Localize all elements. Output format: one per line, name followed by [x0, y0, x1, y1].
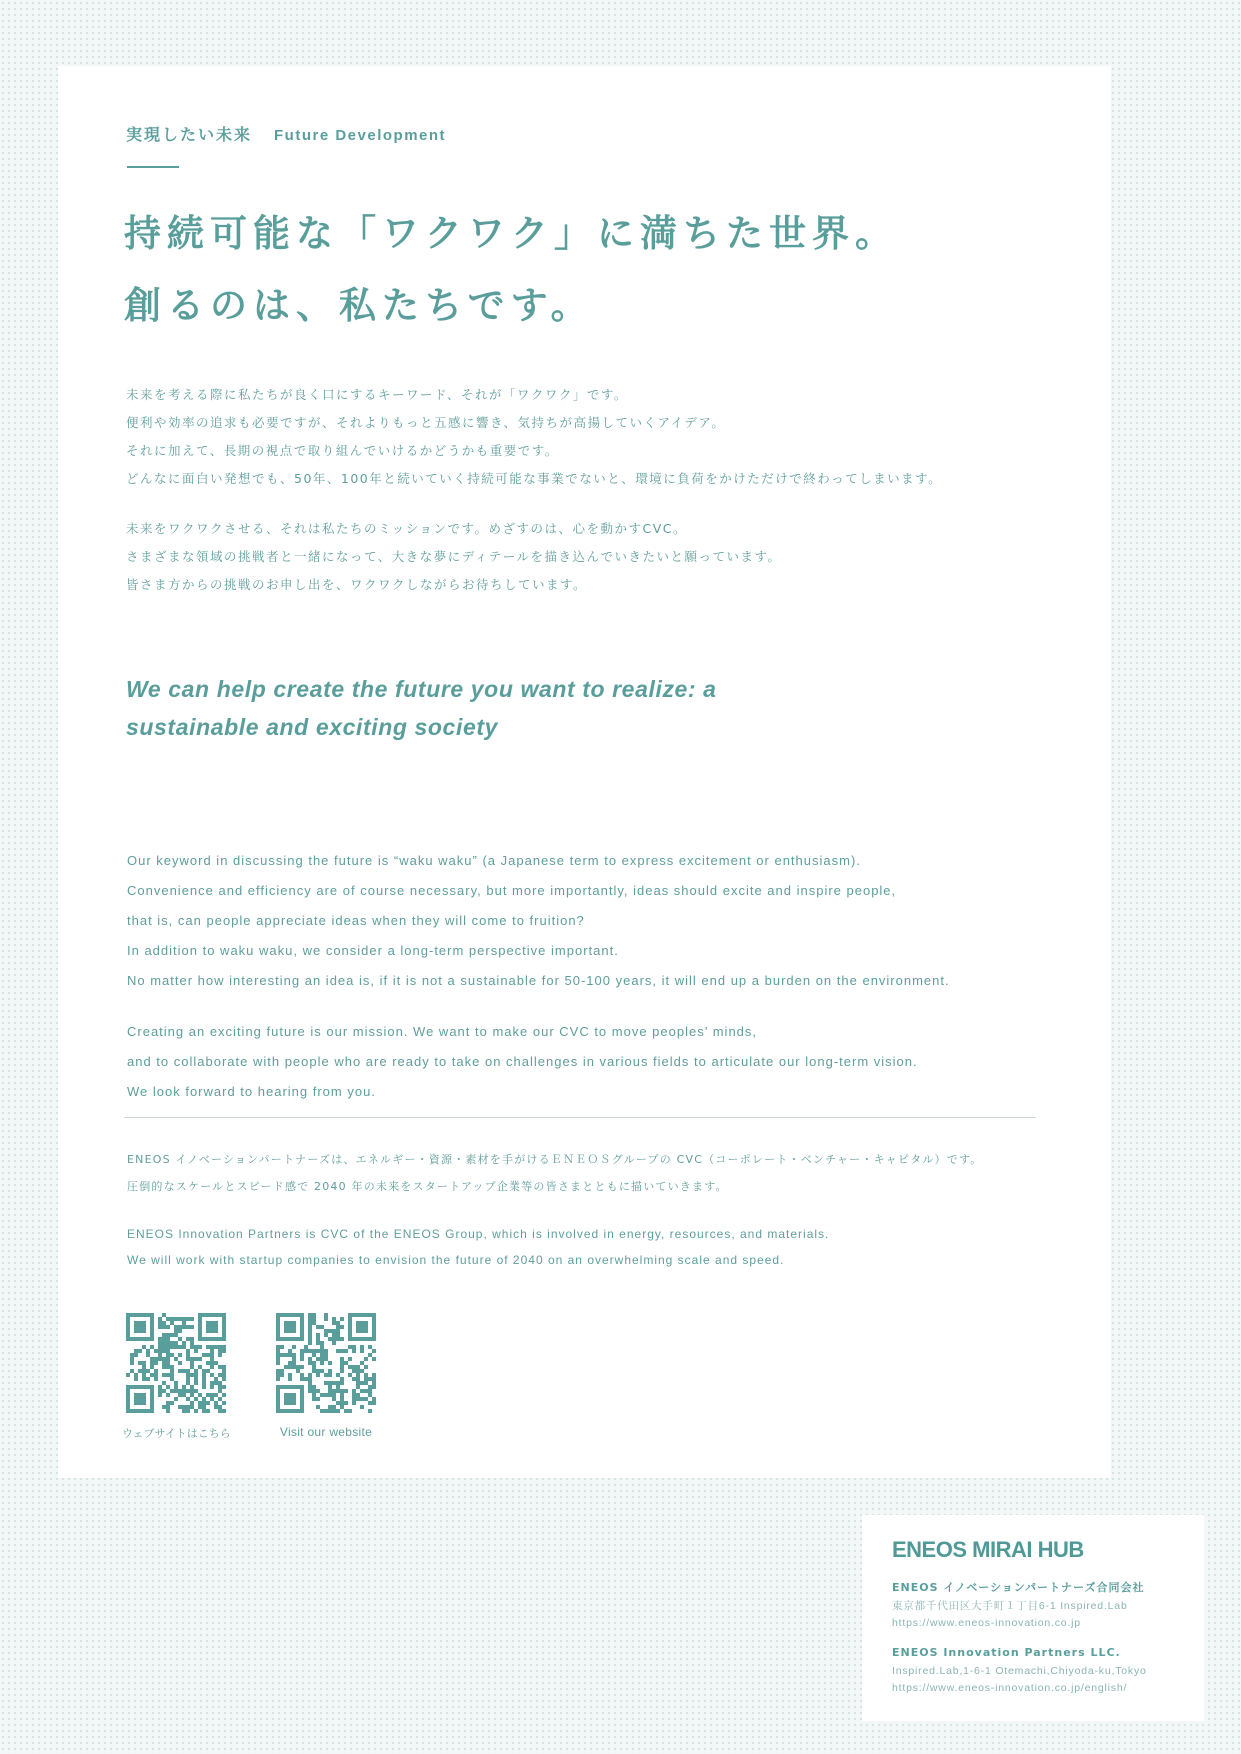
company-name-en: ENEOS Innovation Partners LLC.: [892, 1646, 1121, 1659]
english-headline: [126, 670, 717, 746]
body-line: 便利や効率の追求も必要ですが、それよりもっと五感に響き、気持ちが高揚していくアイデア。: [126, 415, 726, 430]
body-line: 皆さま方からの挑戦のお申し出を、ワクワクしながらお待ちしています。: [126, 577, 588, 592]
section-label-en: Future Development: [274, 127, 447, 144]
company-address-jp: 東京都千代田区大手町１丁目6-1 Inspired.Lab: [892, 1600, 1128, 1612]
body-line: No matter how interesting an idea is, if it is not a sustainable for 50-100 years, it will end up a burden on the environment.: [127, 973, 950, 988]
about-english: [127, 1221, 829, 1273]
body-line: that is, can people appreciate ideas when they will come to fruition?: [127, 913, 585, 928]
qr-code-icon[interactable]: [276, 1313, 376, 1413]
company-name-jp: ENEOS イノベーションパートナーズ合同会社: [892, 1581, 1145, 1594]
about-japanese: [127, 1146, 983, 1200]
japanese-paragraph-1: [126, 381, 942, 493]
company-address-en: Inspired.Lab,1-6-1 Otemachi,Chiyoda-ku,Tokyo: [892, 1665, 1147, 1677]
company-en: [892, 1643, 1147, 1697]
company-url-en[interactable]: https://www.eneos-innovation.co.jp/english/: [892, 1682, 1128, 1694]
section-label-underline: [127, 166, 179, 168]
about-line: ENEOS Innovation Partners is CVC of the ENEOS Group, which is involved in energy, resources, and materials.: [127, 1227, 830, 1241]
page-headline: [124, 198, 898, 342]
qr-website-jp[interactable]: [122, 1313, 231, 1441]
body-line: それに加えて、長期の視点で取り組んでいけるかどうかも重要です。: [126, 443, 559, 458]
body-line: Creating an exciting future is our mission. We want to make our CVC to move peoples’ minds,: [127, 1024, 758, 1039]
body-line: 未来をワクワクさせる、それは私たちのミッションです。めざすのは、心を動かすCVC。: [126, 521, 688, 536]
qr-code-icon[interactable]: [126, 1313, 226, 1413]
headline-line-2: 創るのは、私たちです。: [124, 284, 594, 327]
section-label-jp: 実現したい未来: [126, 125, 253, 144]
company-jp: [892, 1578, 1144, 1632]
english-headline-line-2: sustainable and exciting society: [126, 714, 498, 740]
english-body: [127, 846, 950, 1128]
qr-website-en[interactable]: [276, 1313, 376, 1439]
japanese-body: [126, 381, 942, 621]
body-line: どんなに面白い発想でも、50年、100年と続いていく持続可能な事業でないと、環境に負荷をかけただけで終わってしまいます。: [126, 471, 943, 486]
body-line: We look forward to hearing from you.: [127, 1084, 376, 1099]
qr-caption-jp: ウェブサイトはこちら: [122, 1427, 231, 1440]
qr-caption-en: Visit our website: [279, 1425, 373, 1439]
english-headline-line-1: We can help create the future you want to realize: a: [126, 676, 717, 702]
eneos-mirai-hub-logo: ENEOS MIRAI HUB: [892, 1537, 1084, 1562]
body-line: さまざまな領域の挑戦者と一緒になって、大きな夢にディテールを描き込んでいきたいと願っています。: [126, 549, 782, 564]
content-card: [58, 66, 1111, 1478]
about-line: We will work with startup companies to envision the future of 2040 on an overwhelming scale and speed.: [127, 1253, 785, 1267]
body-line: Convenience and efficiency are of course necessary, but more importantly, ideas should excite and inspire people,: [127, 883, 897, 898]
company-url-jp[interactable]: https://www.eneos-innovation.co.jp: [892, 1617, 1081, 1629]
about-line: 圧倒的なスケールとスピード感で 2040 年の未来をスタートアップ企業等の皆さまとともに描いていきます。: [127, 1180, 728, 1193]
english-paragraph-2: [127, 1017, 950, 1107]
body-line: Our keyword in discussing the future is “waku waku” (a Japanese term to express excitement or enthusiasm).: [127, 853, 861, 868]
company-info-box: [862, 1515, 1204, 1721]
headline-line-1: 持続可能な「ワクワク」に満ちた世界。: [124, 212, 898, 255]
english-paragraph-1: [127, 846, 950, 996]
body-line: and to collaborate with people who are ready to take on challenges in various fields to articulate our long-term vision.: [127, 1054, 918, 1069]
section-divider: [124, 1117, 1036, 1118]
body-line: In addition to waku waku, we consider a long-term perspective important.: [127, 943, 619, 958]
about-line: ENEOS イノベーションパートナーズは、エネルギー・資源・素材を手がけるＥＮＥＯＳグループの CVC（コーポレート・ベンチャー・キャピタル）です。: [127, 1153, 983, 1166]
section-label: [126, 122, 446, 145]
japanese-paragraph-2: [126, 515, 942, 599]
body-line: 未来を考える際に私たちが良く口にするキーワード、それが「ワクワク」です。: [126, 387, 628, 402]
